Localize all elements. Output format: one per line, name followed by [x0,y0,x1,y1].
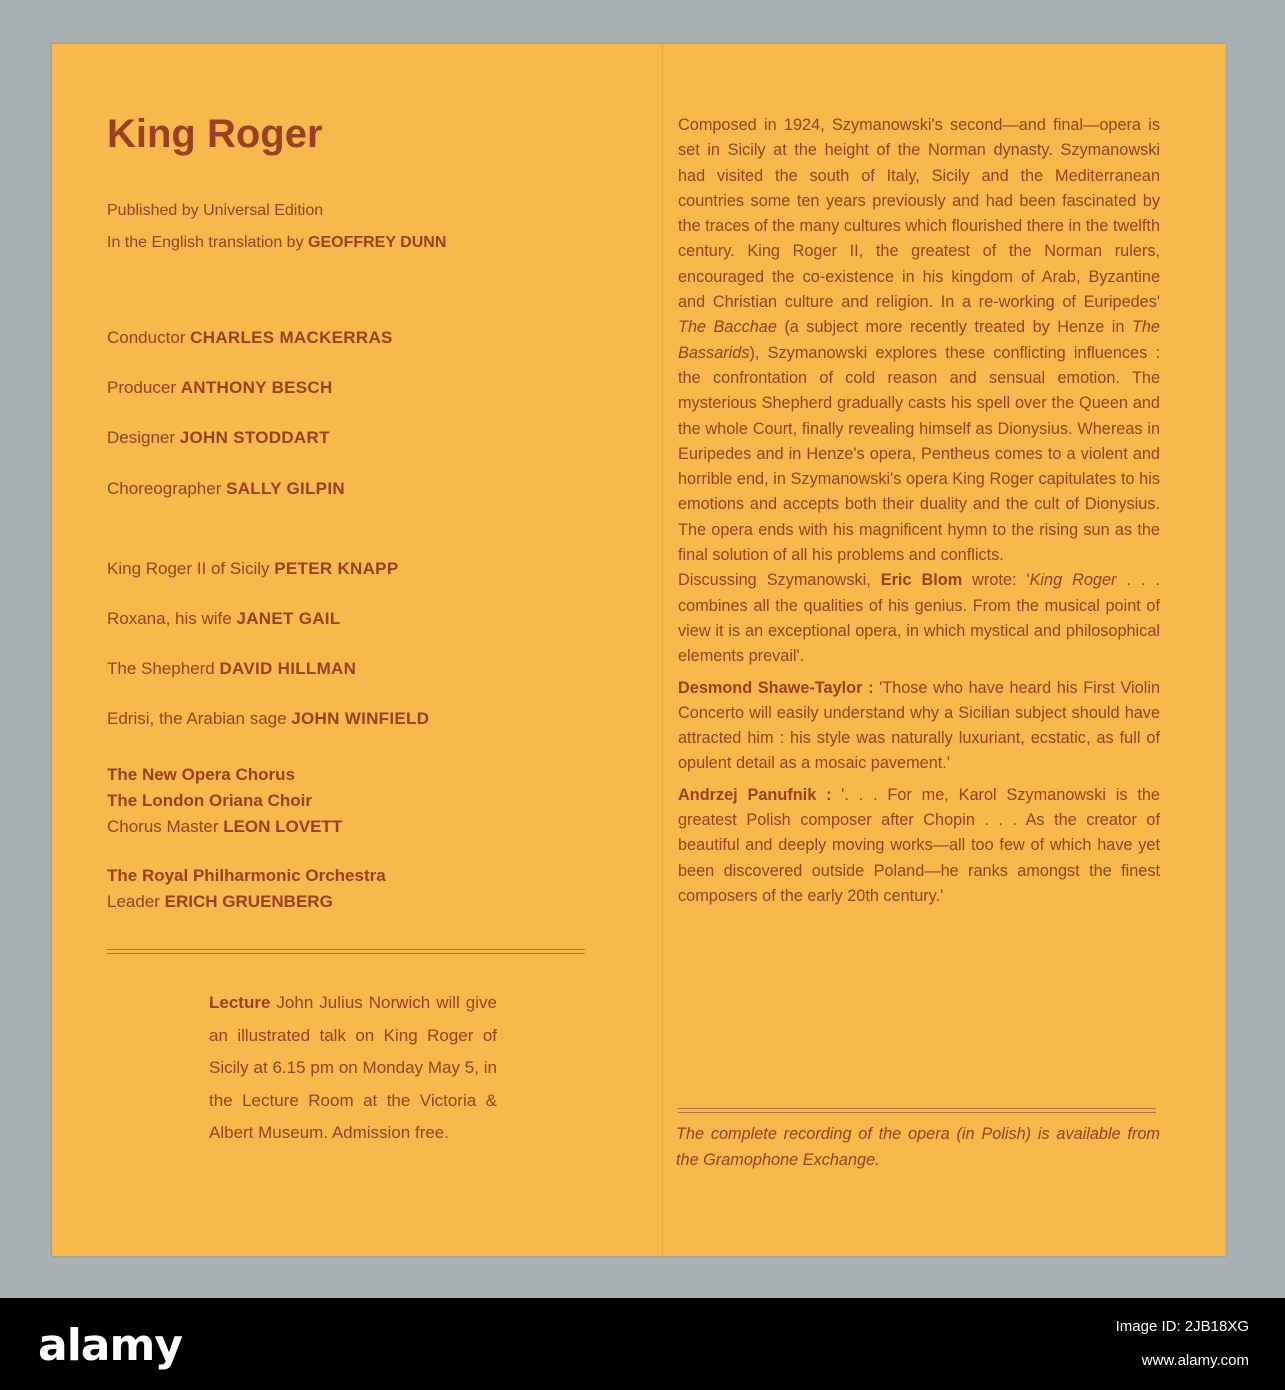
credit-conductor [107,328,393,348]
chorus-master-name: LEON LOVETT [223,817,343,836]
orchestra-leader-name: ERICH GRUENBERG [164,892,333,911]
cast-king-roger [107,559,398,579]
cast-role: Edrisi, the Arabian sage [107,709,292,728]
stock-logo: alamy [38,1320,182,1371]
credit-role: Designer [107,428,180,447]
translation-prefix: In the English translation by [107,234,309,251]
stock-image-id: Image ID: 2JB18XG [1115,1318,1249,1335]
essay-paragraph-1: Composed in 1924, Szymanowski's second—and final—opera is set in Sicily at the height of the Norman dynasty. Szymanowski had visited the south of Italy, Sicily and the Mediterranean countries some ten years previously and had been fascinated by the traces of the many cultures which flourished there in the twelfth century. King Roger II, the greatest of the Norman rulers, encouraged the co-existence in his kingdom of Arab, Byzantine and Christian culture and religion. In a re-working of Euripedes' The Bacchae (a subject more recently treated by Henze in The Bassarids), Szymanowski explores these conflicting influences : the confrontation of cold reason and sensual emotion. The mysterious Shepherd gradually casts his spell over the Queen and the whole Court, finally revealing himself as Dionysius. Whereas in Euripedes and in Henze's opera, Pentheus comes to a violent and horrible end, in Szymanowski's opera King Roger capitulates to his emotions and accepts both their duality and the cult of Dionysius. The opera ends with his magnificent hymn to the rising sun as the final solution of all his problems and conflicts. [678,116,1160,565]
essay-quote-shawe-taylor: Desmond Shawe-Taylor : 'Those who have heard his First Violin Concerto will easily understand why a Sicilian subject should have attracted him : his style was naturally luxuriant, ecstatic, as full of opulent detail as a mosaic pavement.' [678,678,1160,773]
cast-name: JANET GAIL [236,609,341,628]
stock-url[interactable]: www.alamy.com [1141,1352,1249,1369]
page-fold [662,44,663,1256]
recording-note: The complete recording of the opera (in Polish) is available from the Gramophone Exchange. [676,1125,1160,1169]
credit-choreographer [107,479,345,499]
left-divider [107,949,585,954]
orchestra-leader [107,892,333,912]
cast-role: Roxana, his wife [107,609,237,628]
cast-name: DAVID HILLMAN [219,659,357,678]
stock-banner [0,1298,1285,1390]
translator-name: GEOFFREY DUNN [308,234,447,251]
cast-role: King Roger II of Sicily [107,559,275,578]
essay-paragraph-2: Discussing Szymanowski, Eric Blom wrote: 'King Roger . . . combines all the qualities of his genius. From the musical point of view it is an exceptional opera, in which mystical and philosophical elements prevail'. [678,571,1160,666]
essay-quote-panufnik: Andrzej Panufnik : '. . . For me, Karol Szymanowski is the greatest Polish composer after Chopin . . . As the creator of beautiful and deeply moving works—all too few of which have yet been discovered outside Poland—he ranks amongst the finest composers of the early 20th century.' [678,785,1160,905]
credit-name: ANTHONY BESCH [180,378,333,397]
credit-name: JOHN STODDART [179,428,330,447]
cast-roxana [107,609,341,629]
translation-line [107,234,446,252]
credit-role: Choreographer [107,479,227,498]
cast-shepherd [107,659,356,679]
credit-role: Producer [107,378,181,397]
credit-name: SALLY GILPIN [226,479,345,498]
cast-role: The Shepherd [107,659,220,678]
cast-name: JOHN WINFIELD [291,709,430,728]
chorus-master [107,817,342,837]
orchestra-leader-role: Leader [107,892,165,911]
cast-edrisi [107,709,429,729]
essay [678,113,1160,909]
lecture-notice [209,987,497,1150]
lecture-label: Lecture [209,993,271,1012]
lecture-text: John Julius Norwich will give an illustrated talk on King Roger of Sicily at 6.15 pm on Monday May 5, in the Lecture Room at the Victoria & Albert Museum. Admission free. [209,993,497,1142]
publisher-line: Published by Universal Edition [107,202,324,219]
orchestra-name: The Royal Philharmonic Orchestra [107,866,386,885]
credit-role: Conductor [107,328,191,347]
cast-name: PETER KNAPP [274,559,399,578]
chorus-line-1: The New Opera Chorus [107,765,295,784]
chorus-master-role: Chorus Master [107,817,224,836]
credit-producer [107,378,333,398]
chorus-line-2: The London Oriana Choir [107,791,312,810]
page-title: King Roger [107,112,323,156]
right-divider [678,1108,1156,1113]
credit-designer [107,428,330,448]
credit-name: CHARLES MACKERRAS [190,328,393,347]
